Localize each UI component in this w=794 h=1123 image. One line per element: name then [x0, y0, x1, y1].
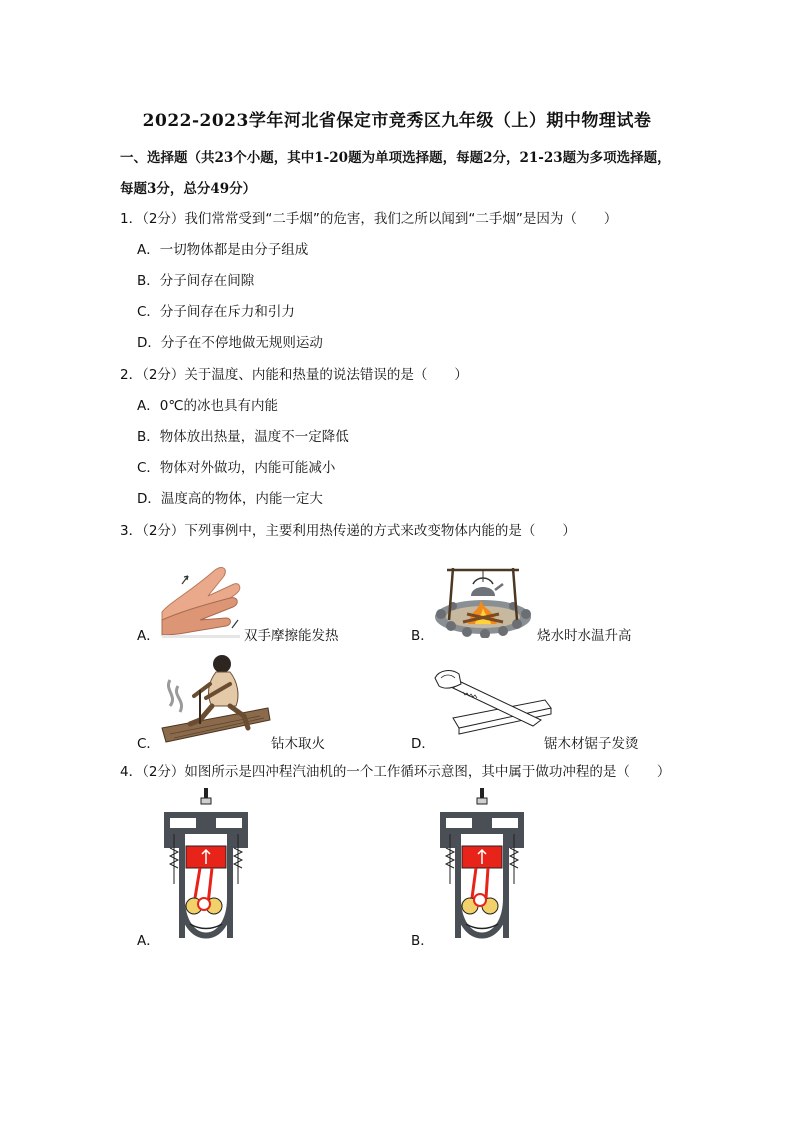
question-2-stem: 2．（2分）关于温度、内能和热量的说法错误的是（ ） — [120, 367, 468, 383]
question-3-stem: 3．（2分）下列事例中，主要利用热传递的方式来改变物体内能的是（ ） — [120, 523, 576, 539]
sawing-wood-image — [433, 668, 555, 746]
question-3-option-b-caption: 烧水时水温升高 — [537, 628, 632, 644]
question-3-option-c-letter: C． — [137, 736, 160, 752]
engine-stroke-a-diagram — [160, 788, 252, 946]
drilling-wood-fire-image — [160, 650, 272, 745]
question-1-option-a: A．一切物体都是由分子组成 — [137, 242, 309, 258]
question-3-option-b-letter: B． — [411, 628, 434, 644]
question-1-option-d: D．分子在不停地做无规则运动 — [137, 335, 323, 351]
question-4-option-b-letter: B． — [411, 933, 434, 949]
question-3-option-d-caption: 锯木材锯子发烫 — [544, 736, 639, 752]
question-3-option-c-caption: 钻木取火 — [271, 736, 325, 752]
section-heading-line1: 一、选择题（共23个小题，其中1-20题为单项选择题，每题2分，21-23题为多项选择题， — [120, 150, 671, 166]
question-2-option-b: B．物体放出热量，温度不一定降低 — [137, 429, 349, 445]
question-1-option-c: C．分子间存在斥力和引力 — [137, 304, 295, 320]
question-2-option-a: A．0℃的冰也具有内能 — [137, 398, 278, 414]
question-3-option-a-caption: 双手摩擦能发热 — [244, 628, 339, 644]
question-3-option-d-letter: D． — [411, 736, 435, 752]
question-2-option-c: C．物体对外做功，内能可能减小 — [137, 460, 336, 476]
engine-stroke-b-diagram — [436, 788, 528, 946]
rubbing-hands-image — [160, 562, 242, 638]
question-2-option-d: D．温度高的物体，内能一定大 — [137, 491, 323, 507]
question-4-stem: 4．（2分）如图所示是四冲程汽油机的一个工作循环示意图，其中属于做功冲程的是（ ） — [120, 764, 671, 780]
section-heading-line2: 每题3分，总分49分） — [120, 181, 257, 197]
question-4-option-a-letter: A． — [137, 933, 160, 949]
page-title: 2022-2023学年河北省保定市竞秀区九年级（上）期中物理试卷 — [142, 111, 652, 131]
question-3-option-a-letter: A． — [137, 628, 160, 644]
question-1-stem: 1．（2分）我们常常受到“二手烟”的危害，我们之所以闻到“二手烟”是因为（ ） — [120, 211, 618, 227]
kettle-over-fire-image — [433, 562, 533, 638]
question-1-option-b: B．分子间存在间隙 — [137, 273, 255, 289]
